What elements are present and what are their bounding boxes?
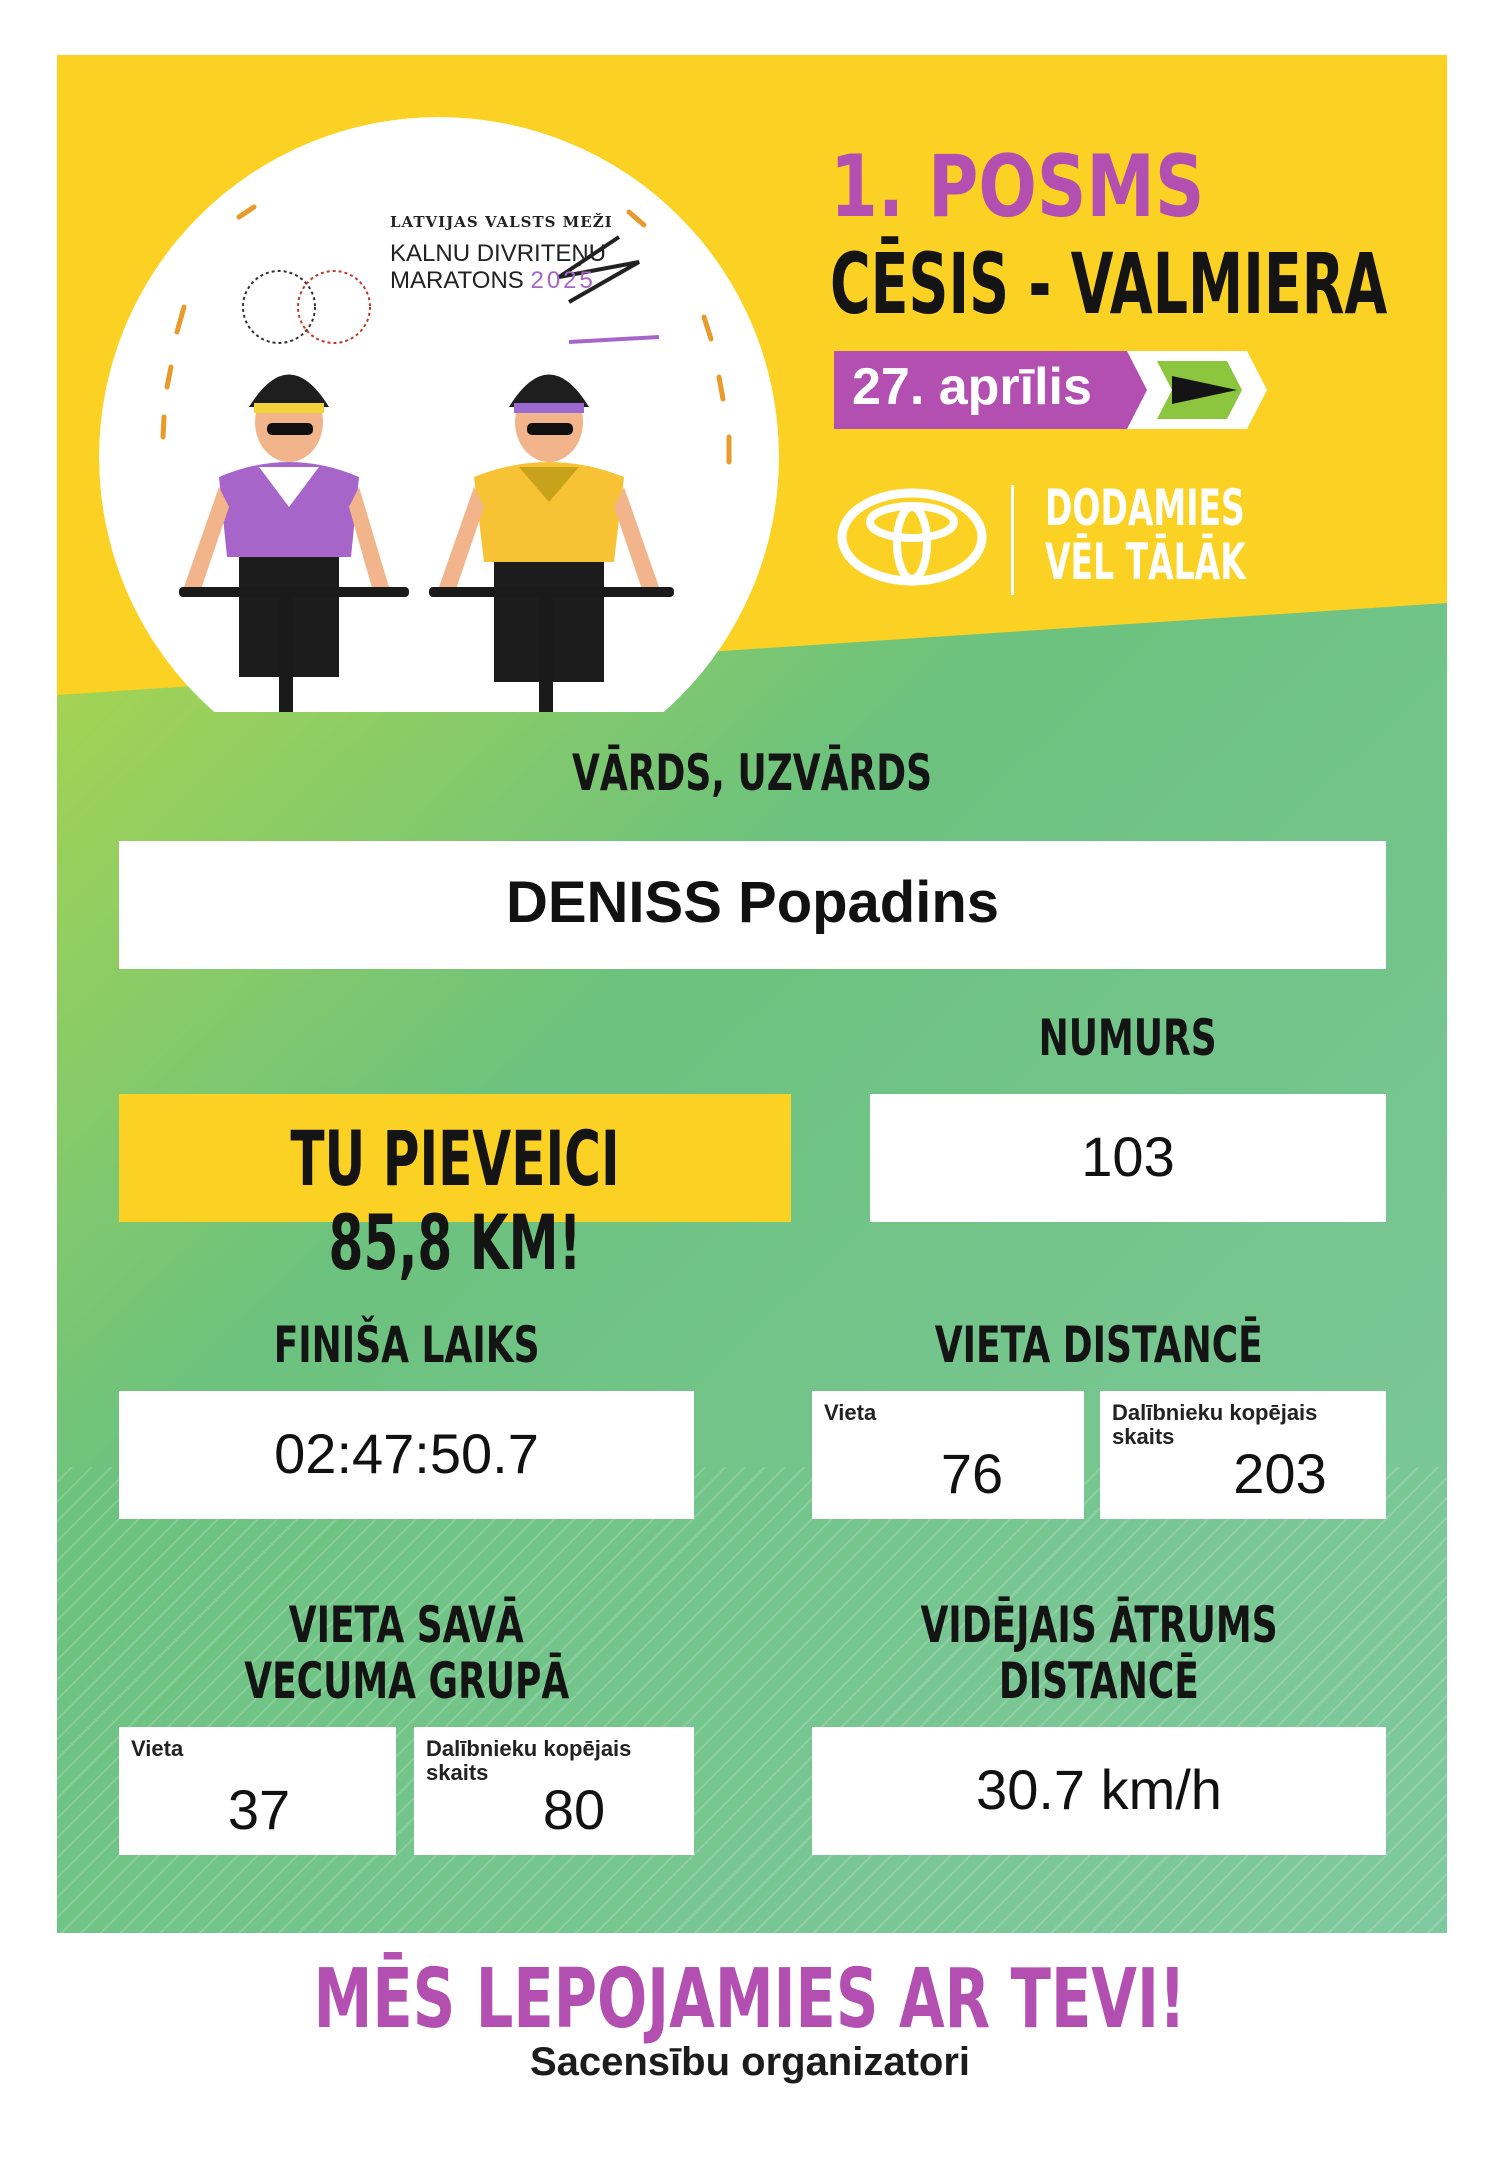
distance-total-box [1100, 1391, 1386, 1519]
stage-title: 1. POSMS [830, 137, 1205, 237]
age-total-caption: Dalībnieku kopējais skaits [426, 1736, 632, 1785]
logo-title-1: KALNU DIVRITEŅU [390, 240, 607, 267]
certificate-poster [57, 55, 1447, 1933]
name-box [119, 841, 1386, 969]
age-place-box [119, 1727, 396, 1855]
date-text: 27. aprīlis [852, 358, 1092, 416]
avg-speed: 30.7 km/h [976, 1758, 1222, 1821]
logo-title-2: MARATONS 2025 [390, 267, 596, 294]
distance-place-box [812, 1391, 1084, 1519]
distance-total: 203 [1233, 1442, 1327, 1505]
age-total-box [414, 1727, 694, 1855]
distance-place-label: VIETA DISTANCĒ [935, 1316, 1263, 1374]
age-total: 80 [542, 1778, 606, 1841]
footer-title: MĒS LEPOJAMIES AR TEVI! [313, 1952, 1187, 2047]
toyota-logo-icon [837, 487, 987, 587]
cyclists-illustration [89, 117, 789, 712]
finish-time-box [119, 1391, 694, 1519]
number-box [870, 1094, 1386, 1222]
sponsor-slogan: DODAMIES VĒL TĀLĀK [1045, 479, 1246, 591]
distance-total-caption: Dalībnieku kopējais skaits [1112, 1400, 1318, 1449]
sponsor-divider [1011, 485, 1014, 595]
route-title: CĒSIS - VALMIERA [830, 235, 1388, 333]
distance-place: 76 [940, 1442, 1004, 1505]
finish-time: 02:47:50.7 [274, 1422, 539, 1485]
age-place-caption: Vieta [131, 1736, 184, 1761]
distance-place-caption: Vieta [824, 1400, 877, 1425]
finish-time-label: FINIŠA LAIKS [273, 1316, 540, 1374]
avg-speed-label: VIDĒJAIS ĀTRUMS DISTANCĒ [920, 1596, 1278, 1710]
age-group-label: VIETA SAVĀ VECUMA GRUPĀ [243, 1596, 570, 1710]
participant-name: DENISS Popadins [505, 870, 1000, 935]
bib-number: 103 [1081, 1125, 1175, 1188]
name-label: VĀRDS, UZVĀRDS [571, 744, 933, 802]
distance-text: TU PIEVEICI 85,8 KM! [290, 1114, 620, 1287]
logo-org: LATVIJAS VALSTS MEŽI [390, 213, 613, 231]
arrow-icon [1117, 351, 1267, 429]
avg-speed-box [812, 1727, 1386, 1855]
age-place: 37 [227, 1778, 291, 1841]
number-label: NUMURS [1038, 1009, 1218, 1067]
footer-subtitle: Sacensību organizatori [529, 2040, 971, 2084]
